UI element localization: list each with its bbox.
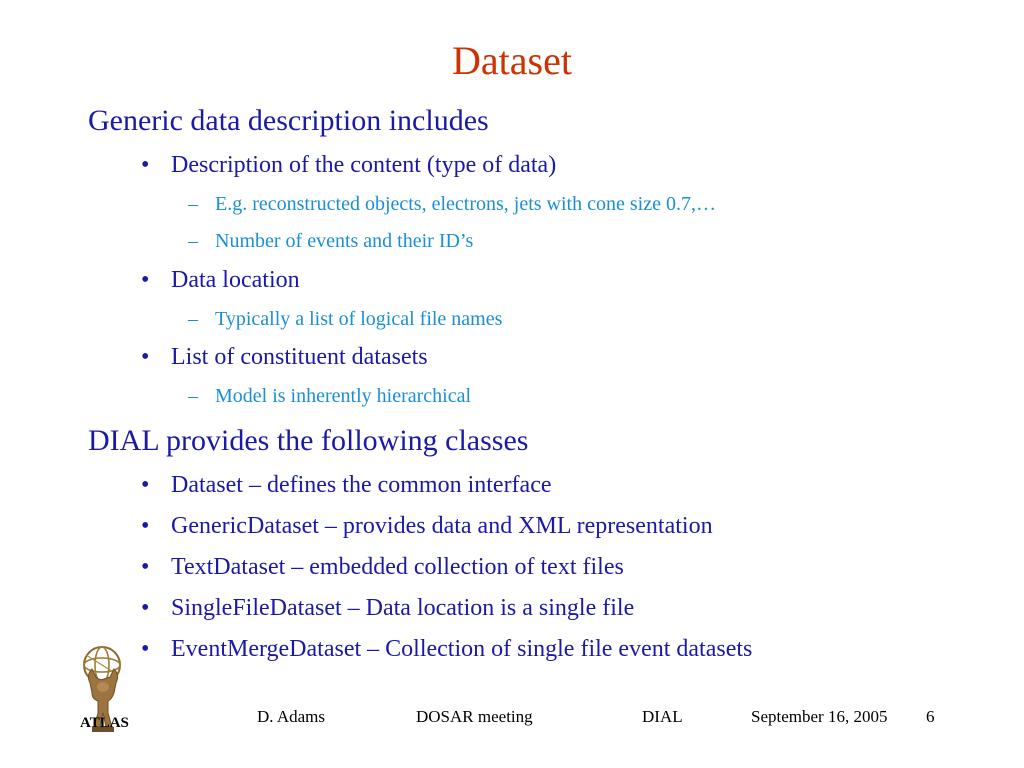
sub-bullet-item [188, 306, 502, 332]
bullet-text: List of constituent datasets [171, 344, 428, 370]
bullet-item [141, 150, 556, 180]
bullet-item [141, 265, 300, 295]
sub-bullet-text: Typically a list of logical file names [215, 308, 503, 330]
sub-bullet-item [188, 383, 471, 409]
bullet-text: SingleFileDataset – Data location is a single file [171, 595, 635, 621]
footer-page-number: 6 [926, 707, 935, 726]
slide-title: Dataset [452, 38, 572, 83]
bullet-marker: • [141, 554, 150, 580]
footer-meeting: DOSAR meeting [416, 707, 533, 726]
bullet-marker: • [141, 595, 150, 621]
footer-date: September 16, 2005 [751, 707, 888, 726]
bullet-text: Dataset – defines the common interface [171, 472, 552, 498]
bullet-marker: • [141, 513, 150, 539]
bullet-marker: • [141, 344, 150, 370]
bullet-item [141, 552, 624, 582]
section2-heading: DIAL provides the following classes [88, 424, 529, 457]
bullet-text: GenericDataset – provides data and XML representation [171, 513, 713, 539]
footer-author: D. Adams [257, 707, 325, 726]
bullet-item [141, 593, 634, 623]
bullet-item [141, 342, 428, 372]
sub-bullet-text: Number of events and their ID’s [215, 230, 474, 252]
bullet-text: Description of the content (type of data) [171, 152, 557, 178]
bullet-marker: • [141, 636, 150, 662]
bullet-item [141, 634, 752, 664]
dash-marker: – [188, 308, 198, 330]
dash-marker: – [188, 385, 198, 407]
bullet-marker: • [141, 152, 150, 178]
bullet-item [141, 511, 713, 541]
bullet-marker: • [141, 267, 150, 293]
bullet-text: Data location [171, 267, 300, 293]
sub-bullet-item [188, 191, 716, 217]
footer-project: DIAL [642, 707, 683, 726]
section1-heading: Generic data description includes [88, 104, 489, 137]
bullet-marker: • [141, 472, 150, 498]
bullet-item [141, 470, 552, 500]
sub-bullet-item [188, 228, 473, 254]
sub-bullet-text: E.g. reconstructed objects, electrons, jets with cone size 0.7,… [215, 193, 716, 215]
bullet-text: EventMergeDataset – Collection of single file event datasets [171, 636, 753, 662]
dash-marker: – [188, 230, 198, 252]
dash-marker: – [188, 193, 198, 215]
sub-bullet-text: Model is inherently hierarchical [215, 385, 472, 407]
logo-label: ATLAS [80, 715, 129, 731]
bullet-text: TextDataset – embedded collection of text files [171, 554, 624, 580]
